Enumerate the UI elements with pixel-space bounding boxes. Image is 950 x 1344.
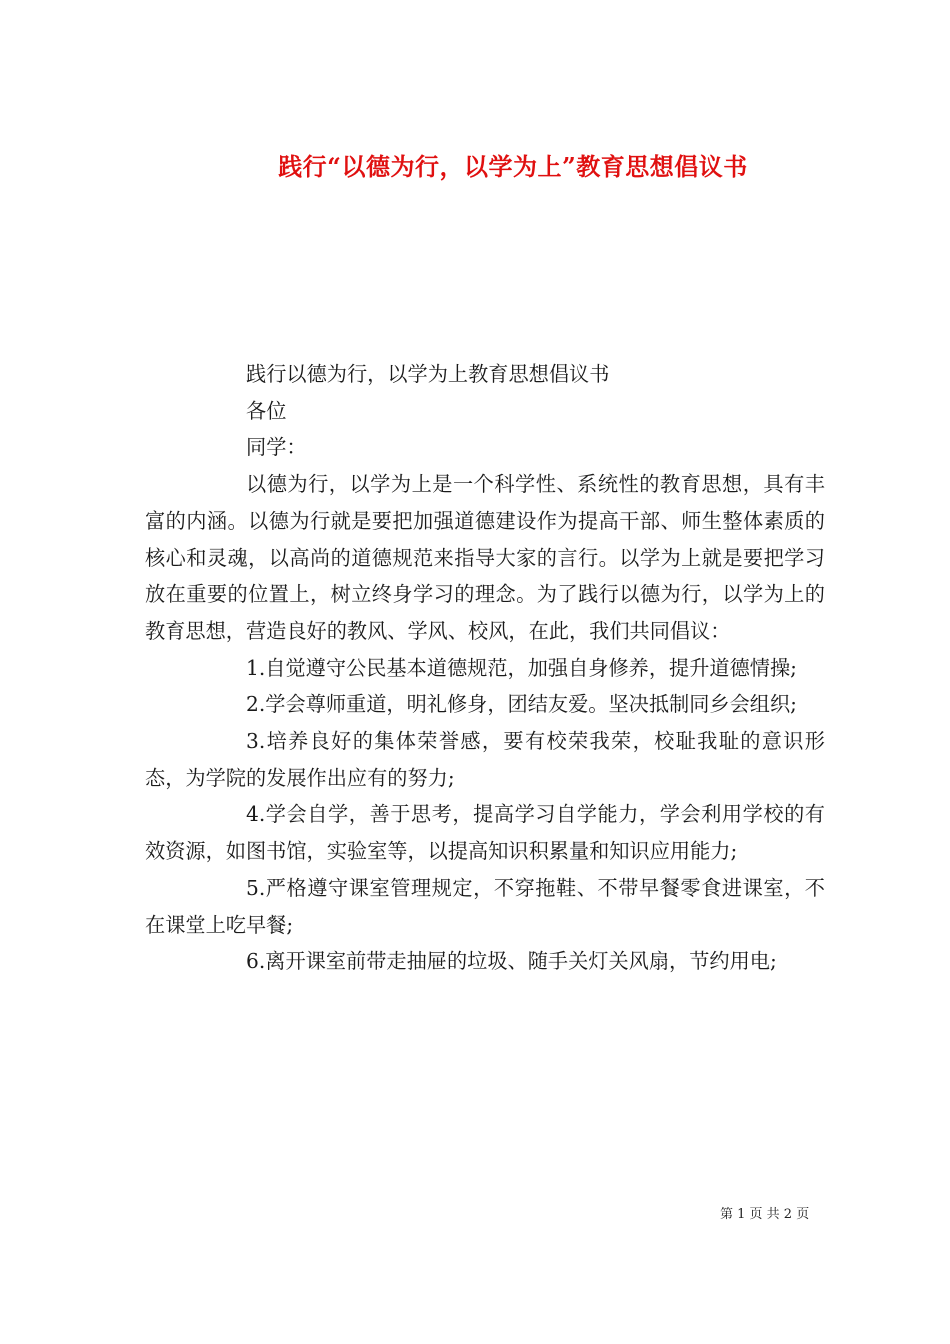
proposal-item-2: 2.学会尊师重道，明礼修身，团结友爱。坚决抵制同乡会组织; [246, 692, 797, 717]
salutation-line-1: 各位 [246, 398, 287, 423]
page-number-footer: 第 1 页 共 2 页 [720, 1207, 810, 1222]
proposal-item-1: 1.自觉遵守公民基本道德规范，加强自身修养，提升道德情操; [246, 655, 797, 680]
salutation-line-2: 同学： [246, 435, 307, 460]
proposal-item-6: 6.离开课室前带走抽屉的垃圾、随手关灯关风扇，节约用电; [246, 949, 777, 974]
body-heading: 践行以德为行，以学为上教育思想倡议书 [246, 362, 610, 386]
proposal-item-3: 3.培养良好的集体荣誉感，要有校荣我荣，校耻我耻的意识形态，为学院的发展作出应有的努力; [145, 729, 825, 790]
proposal-item-4: 4.学会自学，善于思考，提高学习自学能力，学会利用学校的有效资源，如图书馆，实验室等，以提高知识积累量和知识应用能力; [145, 802, 825, 864]
proposal-item-5: 5.严格遵守课室管理规定，不穿拖鞋、不带早餐零食进课室，不在课堂上吃早餐; [145, 875, 825, 937]
document-title: 践行“以德为行，以学为上”教育思想倡议书 [278, 152, 748, 182]
document-body [145, 356, 825, 980]
intro-paragraph: 以德为行，以学为上是一个科学性、系统性的教育思想，具有丰富的内涵。以德为行就是要把加强道德建设作为提高干部、师生整体素质的核心和灵魂，以高尚的道德规范来指导大家的言行。以学为上就是要把学习放在重要的位置上，树立终身学习的理念。为了践行以德为行，以学为上的教育思想，营造良好的教风、学风、校风，在此，我们共同倡议： [145, 472, 825, 643]
